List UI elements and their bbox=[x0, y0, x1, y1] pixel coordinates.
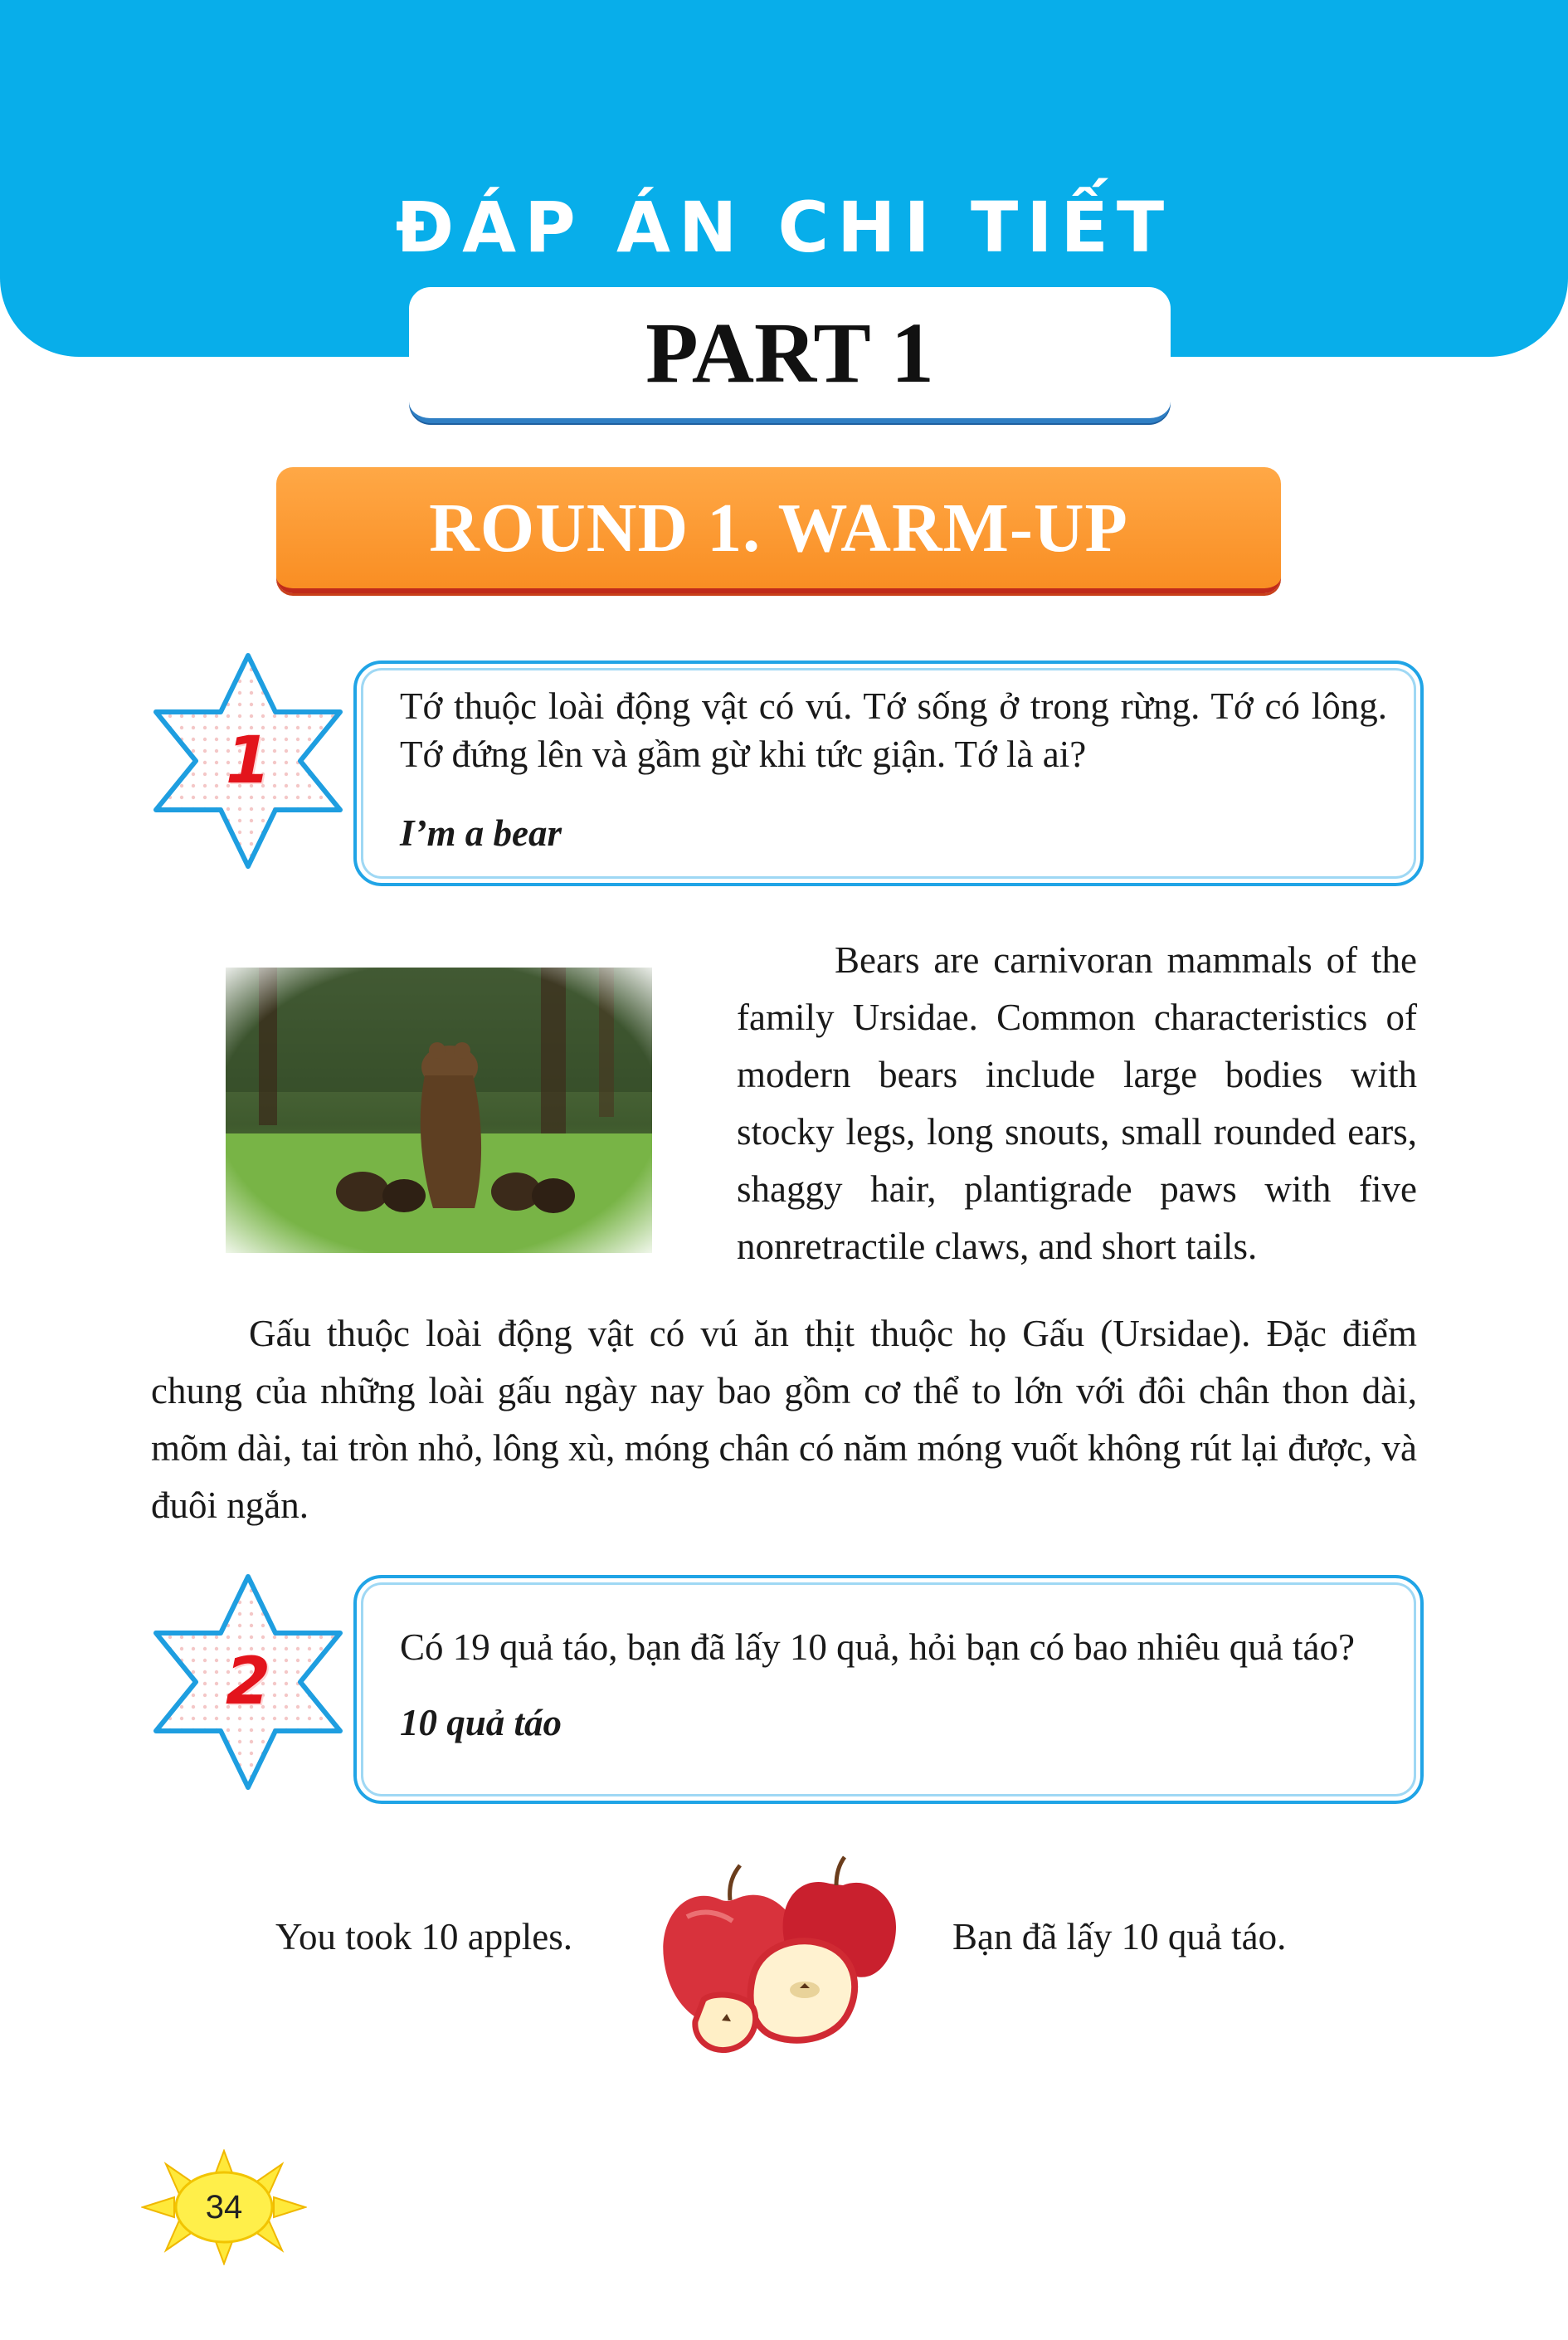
question-1-number: 1 bbox=[225, 724, 271, 798]
page-number: 34 bbox=[205, 2188, 243, 2225]
bear-description-vietnamese: Gấu thuộc loài động vật có vú ăn thịt thuộc họ Gấu (Ursidae). Đặc điểm chung của những loài gấu ngày nay bao gồm cơ thể to lớn với đôi chân thon dài, mõm dài, tai tròn nhỏ, lông xù, móng chân có năm móng vuốt không rút lại được, và đuôi ngắn. bbox=[151, 1313, 1417, 1526]
question-1-answer: I’m a bear bbox=[400, 812, 562, 854]
apple-caption-english: You took 10 apples. bbox=[275, 1916, 572, 1957]
part-label: PART 1 bbox=[645, 305, 934, 401]
bear-photo bbox=[226, 968, 652, 1253]
apple-caption-vietnamese: Bạn đã lấy 10 quả táo. bbox=[952, 1916, 1287, 1957]
question-1-star-badge bbox=[153, 652, 343, 870]
bear-description-english: Bears are carnivoran mammals of the family Ursidae. Common characteristics of modern bears include large bodies with stocky legs, long snouts, small rounded ears, shaggy hair, plantigrade paws with five nonretractile claws, and short tails. bbox=[737, 939, 1417, 1267]
question-2-box bbox=[353, 1575, 1424, 1804]
question-1-text: Tớ thuộc loài động vật có vú. Tớ sống ở trong rừng. Tớ có lông. Tớ đứng lên và gầm gừ khi tức giận. Tớ là ai? bbox=[400, 685, 1387, 775]
page-title: ĐÁP ÁN CHI TIẾT bbox=[395, 187, 1173, 268]
question-2-number: 2 bbox=[225, 1645, 271, 1719]
question-1-box bbox=[353, 661, 1424, 886]
question-2-star-badge bbox=[153, 1573, 343, 1791]
round-label: ROUND 1. WARM-UP bbox=[429, 489, 1128, 567]
question-2-text: Có 19 quả táo, bạn đã lấy 10 quả, hỏi bạn có bao nhiêu quả táo? bbox=[400, 1626, 1355, 1668]
question-2-answer: 10 quả táo bbox=[400, 1702, 562, 1743]
part-label-box bbox=[409, 287, 1171, 423]
apples-image bbox=[654, 1850, 903, 2058]
round-banner bbox=[276, 467, 1281, 593]
